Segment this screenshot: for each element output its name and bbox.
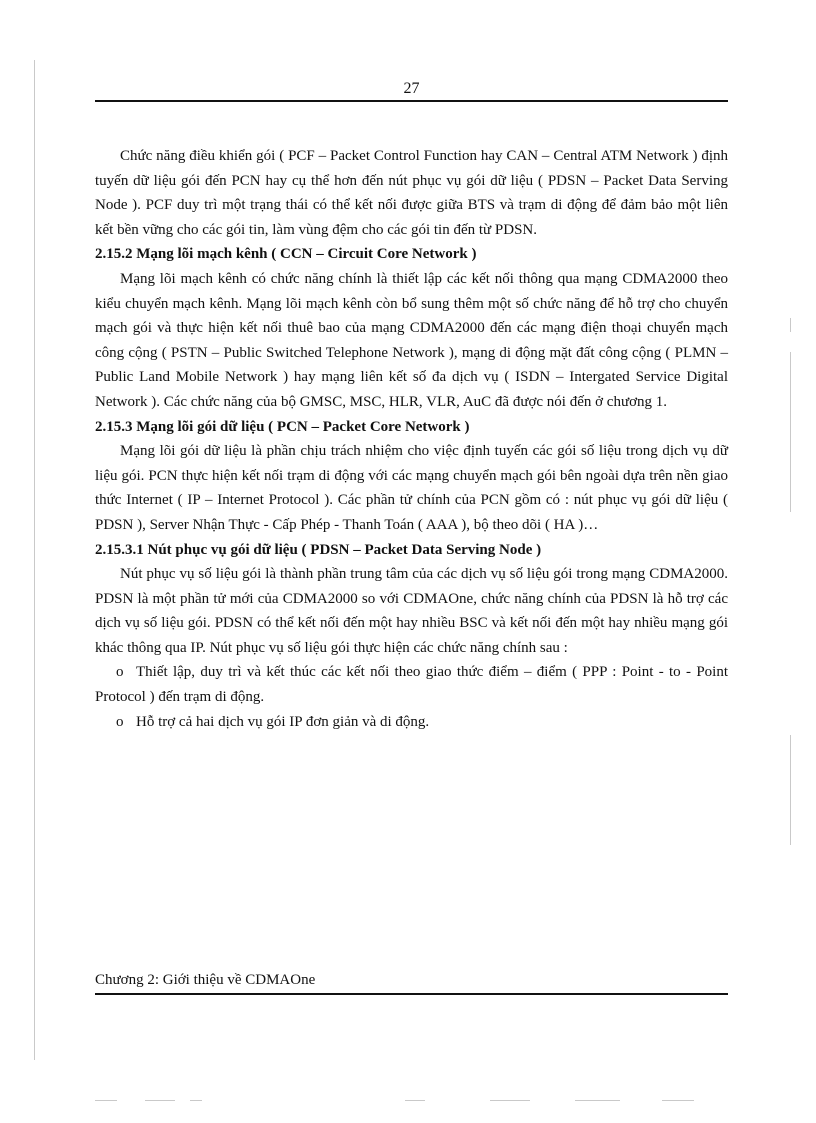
- scan-bottom-dash: [405, 1100, 425, 1101]
- heading-pcn: 2.15.3 Mạng lõi gói dữ liệu ( PCN – Packet Core Network ): [95, 418, 470, 435]
- heading-pdsn: 2.15.3.1 Nút phục vụ gói dữ liệu ( PDSN – Packet Data Serving Node ): [95, 541, 542, 558]
- bullet-text: Hỗ trợ cả hai dịch vụ gói IP đơn giản và di động.: [136, 713, 430, 730]
- bullet-marker: o: [116, 713, 124, 730]
- scan-margin-line-left: [34, 60, 35, 1060]
- heading-ccn: 2.15.2 Mạng lõi mạch kênh ( CCN – Circuit Core Network ): [95, 246, 477, 263]
- scan-margin-mark-right-1: [790, 318, 791, 332]
- footer-chapter: Chương 2: Giới thiệu về CDMAOne: [95, 972, 316, 988]
- page-number: 27: [403, 80, 420, 97]
- scan-bottom-dash: [662, 1100, 694, 1101]
- scan-margin-mark-right-2: [790, 352, 791, 512]
- bullet-text: Thiết lập, duy trì và kết thúc các kết nối theo giao thức điểm – điểm ( PPP : Point - to - Point Protocol ) đến trạm di động.: [95, 664, 728, 706]
- paragraph-pcn: Mạng lõi gói dữ liệu là phần chịu trách nhiệm cho việc định tuyến các gói số liệu trong dịch vụ dữ liệu gói. PCN thực hiện kết nối trạm di động với các mạng chuyển mạch gói bên ngoài dựa trên nền giao thức Internet ( IP – Internet Protocol ). Các phần tử chính của PCN gồm có : nút phục vụ gói dữ liệu ( PDSN ), Server Nhận Thực - Cấp Phép - Thanh Toán ( AAA ), bộ theo dõi ( HA )…: [95, 443, 728, 533]
- scan-bottom-dash: [490, 1100, 530, 1101]
- scan-bottom-dash: [575, 1100, 620, 1101]
- bullet-item: [95, 710, 728, 735]
- footer-rule: [95, 993, 728, 995]
- paragraph-ccn: Mạng lõi mạch kênh có chức năng chính là thiết lập các kết nối thông qua mạng CDMA2000 theo kiểu chuyển mạch kênh. Mạng lõi mạch kênh còn bổ sung thêm một số chức năng để hỗ trợ cho chuyển mạch gói và thực hiện kết nối thuê bao của mạng CDMA2000 đến các mạng điện thoại chuyển mạch công cộng ( PSTN – Public Switched Telephone Network ), mạng di động mặt đất công cộng ( PLMN – Public Land Mobile Network ) hay mạng liên kết số đa dịch vụ ( ISDN – Intergated Service Digital Network ). Các chức năng của bộ GMSC, MSC, HLR, VLR, AuC đã được nói đến ở chương 1.: [95, 270, 728, 410]
- header-rule: [95, 100, 728, 102]
- scan-bottom-dash: [190, 1100, 202, 1101]
- scan-bottom-dash: [95, 1100, 117, 1101]
- scan-bottom-dash: [145, 1100, 175, 1101]
- paragraph-pdsn: Nút phục vụ số liệu gói là thành phần trung tâm của các dịch vụ số liệu gói trong mạng CDMA2000. PDSN là một phần tử mới của CDMA2000 so với CDMAOne, chức năng chính của PDSN là hỗ trợ các dịch vụ số liệu gói. PDSN có thể kết nối đến một hay nhiều BSC và kết nối đến một hay nhiều mạng gói khác thông qua IP. Nút phục vụ số liệu gói thực hiện các chức năng chính sau :: [95, 566, 728, 656]
- document-body: [95, 144, 728, 734]
- bullet-item: [95, 660, 728, 709]
- bullet-marker: o: [116, 664, 124, 681]
- paragraph-pcf: Chức năng điều khiển gói ( PCF – Packet Control Function hay CAN – Central ATM Network ) định tuyến dữ liệu gói đến PCN hay cụ thể hơn đến nút phục vụ gói dữ liệu ( PDSN – Packet Data Serving Node ). PCF duy trì một trạng thái có thể kết nối được giữa BTS và trạm di động để đảm bảo một liên kết bền vững cho các gói tin, làm vùng đệm cho các gói tin đến từ PDSN.: [95, 148, 728, 238]
- scan-margin-mark-right-3: [790, 735, 791, 845]
